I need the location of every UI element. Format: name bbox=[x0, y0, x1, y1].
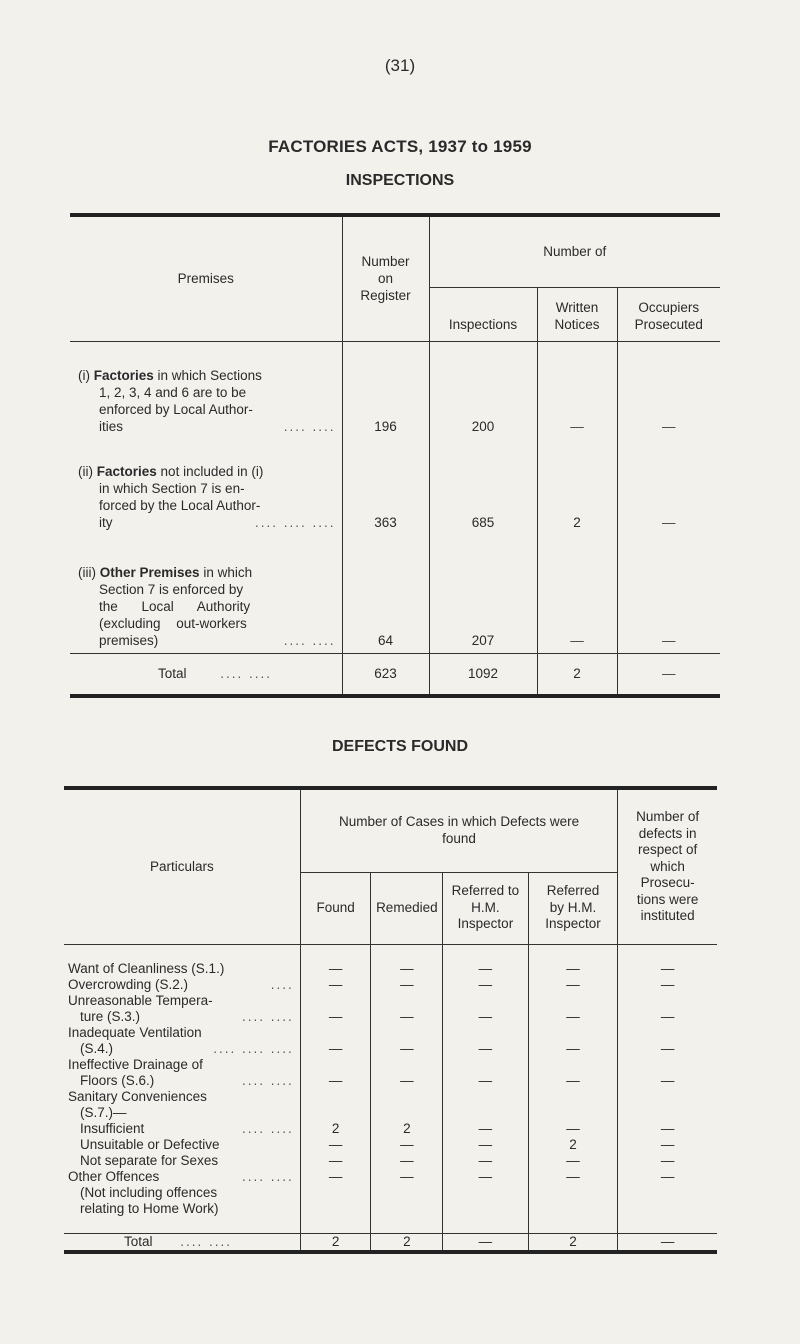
by-value bbox=[528, 1201, 618, 1217]
pros-value bbox=[618, 993, 717, 1009]
to-value bbox=[443, 1201, 528, 1217]
inspections-value: 200 bbox=[429, 341, 537, 439]
prosecuted-value: — bbox=[617, 535, 720, 653]
by-value bbox=[528, 1105, 618, 1121]
defects-table bbox=[64, 786, 717, 1254]
to-value: — bbox=[443, 1009, 528, 1025]
table-row bbox=[70, 535, 720, 653]
by-value: — bbox=[528, 1073, 618, 1089]
particular-label: (S.7.)— bbox=[80, 1104, 127, 1120]
particular-label: Unsuitable or Defective bbox=[80, 1136, 220, 1152]
inspections-title: INSPECTIONS bbox=[345, 172, 455, 189]
found-value bbox=[300, 1185, 371, 1201]
table-row bbox=[64, 1009, 717, 1025]
prosecuted-value: — bbox=[617, 439, 720, 535]
table-row bbox=[64, 1025, 717, 1041]
found-value: — bbox=[300, 977, 371, 993]
pros-value: — bbox=[618, 977, 717, 993]
total-label: Total .... .... bbox=[70, 653, 342, 696]
remedied-value: — bbox=[371, 1137, 443, 1153]
remedied-value bbox=[371, 1089, 443, 1105]
to-value: — bbox=[443, 1121, 528, 1137]
to-value: — bbox=[443, 961, 528, 977]
table-row bbox=[64, 1201, 717, 1217]
particular-label: (S.4.) .... .... .... bbox=[80, 1040, 294, 1056]
pros-value: — bbox=[618, 1169, 717, 1185]
found-value: — bbox=[300, 1137, 371, 1153]
particular-label: Ineffective Drainage of bbox=[68, 1056, 203, 1072]
page-number: (31) bbox=[384, 56, 416, 75]
remedied-value: — bbox=[371, 1009, 443, 1025]
notices-value: — bbox=[537, 341, 617, 439]
premises-cell: (ii) Factories not included in (i) in which Section 7 is en- forced by the Local Author- ity .... .... .... bbox=[78, 464, 336, 530]
register-value: 363 bbox=[342, 439, 429, 535]
found-header: Found bbox=[300, 872, 371, 944]
found-value: — bbox=[300, 1009, 371, 1025]
table-row bbox=[64, 1169, 717, 1185]
pros-value: — bbox=[618, 1121, 717, 1137]
prosecuted-value: — bbox=[617, 341, 720, 439]
particular-label: Not separate for Sexes bbox=[80, 1152, 219, 1168]
pros-value bbox=[618, 1201, 717, 1217]
remedied-value: — bbox=[371, 1041, 443, 1057]
found-value: — bbox=[300, 1153, 371, 1169]
to-value: — bbox=[443, 1073, 528, 1089]
number-of-header: Number of bbox=[429, 215, 720, 287]
referred-to-header: Referred to H.M. Inspector bbox=[443, 872, 528, 944]
pros-value: — bbox=[618, 1073, 717, 1089]
total-row bbox=[64, 1233, 717, 1252]
total-notices: 2 bbox=[537, 653, 617, 696]
table-row bbox=[64, 1153, 717, 1169]
document-title: FACTORIES ACTS, 1937 to 1959 bbox=[268, 137, 532, 156]
pros-value: — bbox=[618, 961, 717, 977]
particular-label: Unreasonable Tempera- bbox=[68, 992, 213, 1008]
remedied-value: 2 bbox=[371, 1121, 443, 1137]
notices-value: 2 bbox=[537, 439, 617, 535]
by-value: — bbox=[528, 1041, 618, 1057]
by-value: — bbox=[528, 961, 618, 977]
particular-label: Inadequate Ventilation bbox=[68, 1024, 202, 1040]
table-row bbox=[64, 1137, 717, 1153]
total-label: Total .... .... bbox=[64, 1233, 300, 1252]
total-prosecuted: — bbox=[617, 653, 720, 696]
by-value bbox=[528, 1057, 618, 1073]
table-row bbox=[64, 1121, 717, 1137]
pros-value: — bbox=[618, 1009, 717, 1025]
inspections-header: Inspections bbox=[429, 287, 537, 341]
premises-cell: (i) Factories in which Sections 1, 2, 3, 4 and 6 are to be enforced by Local Author- ities .... .... bbox=[78, 368, 336, 434]
pros-value bbox=[618, 1025, 717, 1041]
remedied-value: — bbox=[371, 1153, 443, 1169]
to-value: — bbox=[443, 1153, 528, 1169]
total-pros: — bbox=[618, 1233, 717, 1252]
to-value: — bbox=[443, 977, 528, 993]
found-value: 2 bbox=[300, 1121, 371, 1137]
total-inspections: 1092 bbox=[429, 653, 537, 696]
pros-value bbox=[618, 1089, 717, 1105]
inspections-table bbox=[70, 213, 720, 698]
particular-label: Floors (S.6.) .... .... bbox=[80, 1072, 294, 1088]
total-row bbox=[70, 653, 720, 696]
table-row bbox=[64, 961, 717, 977]
referred-by-header: Referred by H.M. Inspector bbox=[528, 872, 618, 944]
by-value: — bbox=[528, 1121, 618, 1137]
inspections-value: 207 bbox=[429, 535, 537, 653]
to-value: — bbox=[443, 1137, 528, 1153]
by-value: — bbox=[528, 1169, 618, 1185]
premises-cell: (iii) Other Premises in which Section 7 is enforced by the Local Authority (excluding out-workers premises) .... .... bbox=[78, 564, 336, 648]
remedied-value bbox=[371, 1057, 443, 1073]
pros-value bbox=[618, 1185, 717, 1201]
register-value: 64 bbox=[342, 535, 429, 653]
pros-value bbox=[618, 1105, 717, 1121]
particular-label: Want of Cleanliness (S.1.) bbox=[68, 960, 225, 976]
to-value bbox=[443, 1025, 528, 1041]
defects-title: DEFECTS FOUND bbox=[332, 738, 468, 755]
pros-value: — bbox=[618, 1137, 717, 1153]
found-value: — bbox=[300, 1041, 371, 1057]
by-value: — bbox=[528, 977, 618, 993]
particulars-header: Particulars bbox=[64, 788, 300, 944]
table-row bbox=[64, 1105, 717, 1121]
written-notices-header: Written Notices bbox=[537, 287, 617, 341]
remedied-value: — bbox=[371, 977, 443, 993]
remedied-value: — bbox=[371, 1073, 443, 1089]
remedied-value: — bbox=[371, 961, 443, 977]
occupiers-header: Occupiers Prosecuted bbox=[617, 287, 720, 341]
to-value bbox=[443, 1105, 528, 1121]
remedied-header: Remedied bbox=[371, 872, 443, 944]
to-value bbox=[443, 1057, 528, 1073]
table-row bbox=[64, 977, 717, 993]
inspections-value: 685 bbox=[429, 439, 537, 535]
remedied-value bbox=[371, 1105, 443, 1121]
by-value bbox=[528, 1025, 618, 1041]
table-row bbox=[64, 993, 717, 1009]
to-value bbox=[443, 1185, 528, 1201]
remedied-value bbox=[371, 1025, 443, 1041]
total-by: 2 bbox=[528, 1233, 618, 1252]
pros-value: — bbox=[618, 1041, 717, 1057]
found-value bbox=[300, 1201, 371, 1217]
remedied-value bbox=[371, 1185, 443, 1201]
table-row bbox=[64, 1041, 717, 1057]
total-register: 623 bbox=[342, 653, 429, 696]
particular-label: Sanitary Conveniences bbox=[68, 1088, 207, 1104]
by-value: — bbox=[528, 1009, 618, 1025]
found-value bbox=[300, 1025, 371, 1041]
table-row bbox=[64, 1073, 717, 1089]
found-value: — bbox=[300, 961, 371, 977]
particular-label: Overcrowding (S.2.) .... bbox=[68, 976, 294, 992]
particular-label: ture (S.3.) .... .... bbox=[80, 1008, 294, 1024]
table-row bbox=[64, 1057, 717, 1073]
found-value: — bbox=[300, 1073, 371, 1089]
table-row bbox=[64, 1185, 717, 1201]
found-value: — bbox=[300, 1169, 371, 1185]
total-to: — bbox=[443, 1233, 528, 1252]
register-header: Number on Register bbox=[342, 215, 429, 341]
prosecutions-header: Number of defects in respect of which Prosecu- tions were instituted bbox=[618, 788, 717, 944]
notices-value: — bbox=[537, 535, 617, 653]
to-value: — bbox=[443, 1041, 528, 1057]
table-row bbox=[64, 1089, 717, 1105]
total-found: 2 bbox=[300, 1233, 371, 1252]
by-value bbox=[528, 993, 618, 1009]
by-value bbox=[528, 1185, 618, 1201]
particular-label: Insufficient .... .... bbox=[80, 1120, 294, 1136]
table-row bbox=[70, 341, 720, 439]
premises-header: Premises bbox=[70, 215, 342, 341]
to-value bbox=[443, 1089, 528, 1105]
pros-value: — bbox=[618, 1153, 717, 1169]
remedied-value bbox=[371, 1201, 443, 1217]
by-value: — bbox=[528, 1153, 618, 1169]
found-value bbox=[300, 1057, 371, 1073]
by-value: 2 bbox=[528, 1137, 618, 1153]
remedied-value bbox=[371, 993, 443, 1009]
to-value bbox=[443, 993, 528, 1009]
by-value bbox=[528, 1089, 618, 1105]
found-value bbox=[300, 1105, 371, 1121]
pros-value bbox=[618, 1057, 717, 1073]
particular-label: relating to Home Work) bbox=[80, 1200, 219, 1216]
remedied-value: — bbox=[371, 1169, 443, 1185]
cases-header: Number of Cases in which Defects were found bbox=[300, 788, 618, 872]
found-value bbox=[300, 1089, 371, 1105]
register-value: 196 bbox=[342, 341, 429, 439]
particular-label: Other Offences .... .... bbox=[68, 1168, 294, 1184]
found-value bbox=[300, 993, 371, 1009]
total-remedied: 2 bbox=[371, 1233, 443, 1252]
to-value: — bbox=[443, 1169, 528, 1185]
particular-label: (Not including offences bbox=[80, 1184, 218, 1200]
table-row bbox=[70, 439, 720, 535]
